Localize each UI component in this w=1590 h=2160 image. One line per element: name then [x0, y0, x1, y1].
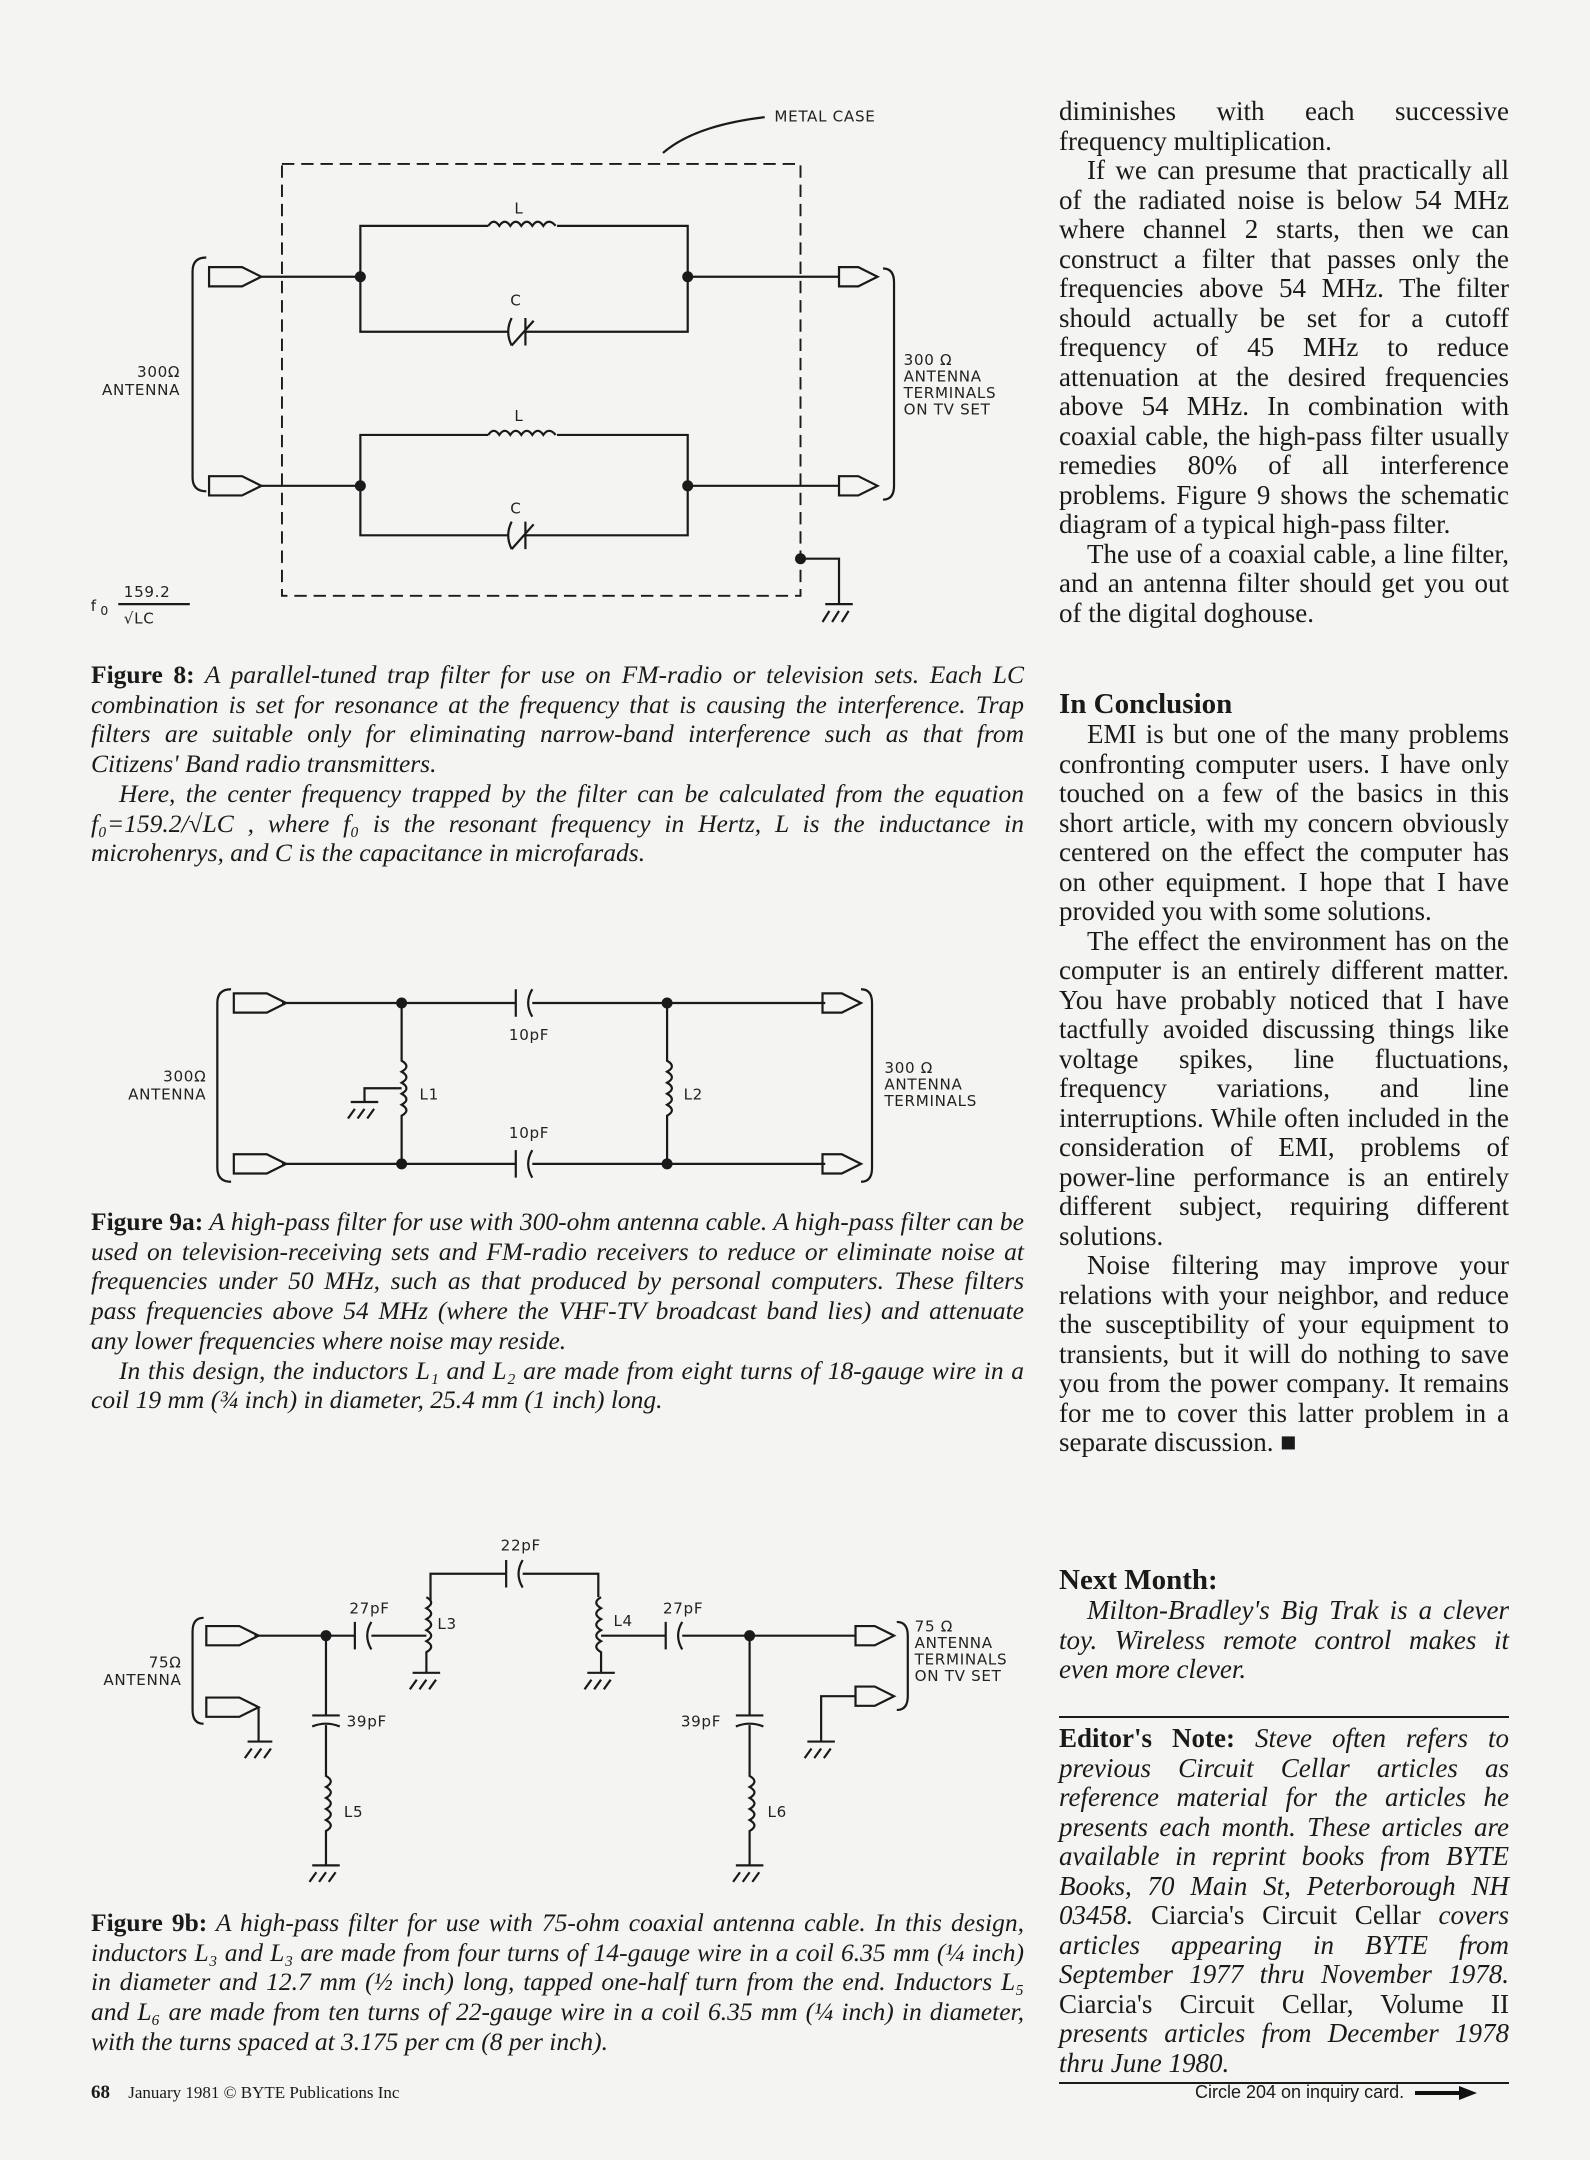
connector-icon [209, 267, 261, 495]
article-paragraph: Noise filtering may improve your relations with your neighbor, and reduce the susceptibility of your equipment to transients, but it will do nothing to save you from the power company. It remains for me to cover this latter problem in a separate discussion. ■ [1059, 1250, 1509, 1457]
inductor-label: L3 [437, 1614, 457, 1633]
figure-9a-caption [91, 1207, 1024, 1415]
connector-icon [856, 1626, 895, 1706]
section-heading: In Conclusion [1059, 688, 1233, 720]
caption-text: In this design, the inductors L₁ and L₂ are made from eight turns of 18-gauge wire in a coil 19 mm (¾ inch) in diameter, 25.4 mm (1 inch) long. [91, 1355, 1024, 1415]
page-footer [91, 2082, 399, 2104]
bracket [193, 257, 207, 491]
inductor-label: L5 [343, 1803, 364, 1822]
inductor-L2-icon [667, 1003, 672, 1164]
note-text: Ciarcia's Circuit Cellar [1151, 1900, 1421, 1930]
terminal-label: ANTENNA [914, 1634, 993, 1653]
caption-text: Here, the center frequency trapped by the filter can be calculated from the equation f₀=159.2/√LC , where f₀ is the resonant frequency in Hertz, L is the inductance in microhenrys, and C is the capacitance in microfarads. [91, 778, 1024, 868]
editors-note [1059, 1716, 1509, 2084]
capacitor-label: C [510, 291, 522, 310]
inductor-L4-icon [585, 1597, 615, 1689]
next-month-text: Milton-Bradley's Big Trak is a clever toy. Wireless remote control makes it even more clever. [1059, 1595, 1509, 1684]
terminal-label: TERMINALS [903, 383, 997, 402]
terminal-label: 300 Ω [903, 350, 953, 369]
bracket [217, 989, 231, 1182]
terminal-label: 75 Ω [914, 1617, 953, 1636]
capacitor-icon [516, 989, 533, 1177]
connector-icon [206, 1626, 258, 1717]
ground-icon [801, 559, 853, 622]
resonance-formula [91, 583, 190, 627]
article-paragraph: If we can presume that practically all of the radiated noise is below 54 MHz where channel 2 starts, then we can construct a filter that passes only the frequencies above 54 MHz. The filter should actually be set for a cutoff frequency of 45 MHz to reduce attenuation at the desired frequencies above 54 MHz. In combination with coaxial cable, the high-pass filter usually remedies 80% of all interference problems. Figure 9 shows the schematic diagram of a typical high-pass filter. [1059, 155, 1509, 539]
terminal-label: TERMINALS [884, 1092, 978, 1111]
antenna-label: 300Ω [163, 1067, 207, 1086]
connector-icon [823, 993, 862, 1173]
article-paragraph: The effect the environment has on the computer is an entirely different matter. You have probably noticed that I have tactfully avoided discussing things like voltage spikes, line fluctuations, frequency variations, and line interruptions. While often included in the consideration of EMI, problems of power-line performance is an entirely different subject, requiring different solutions. [1059, 925, 1509, 1251]
svg-text:√LC: √LC [123, 609, 155, 628]
figure-8-schematic [91, 107, 996, 627]
svg-text:0: 0 [100, 604, 109, 619]
arrow-right-icon [1415, 2085, 1477, 2101]
inquiry-note [1195, 2082, 1477, 2103]
ground-icon [348, 1088, 402, 1118]
antenna-label: 75Ω [148, 1653, 182, 1672]
svg-text:159.2: 159.2 [123, 583, 171, 602]
ground-icon [805, 1696, 856, 1758]
inductor-label: L [514, 407, 524, 426]
antenna-label: ANTENNA [103, 1671, 182, 1690]
inductor-L3-icon [410, 1597, 440, 1689]
capacitor-label: 39pF [680, 1712, 722, 1731]
editors-note-label: Editor's Note: [1059, 1723, 1235, 1753]
figure-9a-schematic [128, 989, 977, 1182]
metal-case-label: METAL CASE [774, 107, 876, 126]
note-text: Ciarcia's Circuit Cellar, Volume II [1059, 1988, 1509, 2019]
figure-label: Figure 9b: [91, 1908, 208, 1937]
figure-8-caption [91, 660, 1024, 868]
inductor-label: L [514, 199, 524, 218]
article-column [1059, 97, 1509, 628]
caption-text: A high-pass filter for use with 75-ohm coaxial antenna cable. In this design, inductors L₃ and L₃ are made from four turns of 14-gauge wire in a coil 6.35 mm (¼ inch) in diameter and 12.7 mm (½ inch) long, tapped one-half turn from the end. Inductors L₅ and L₆ are made from ten turns of 22-gauge wire in a coil 6.35 mm (¼ inch) in diameter, with the turns spaced at 3.175 per cm (8 per inch). [91, 1908, 1024, 2056]
inductor-label: L4 [613, 1612, 633, 1631]
terminal-label: ANTENNA [884, 1075, 963, 1094]
note-text: covers articles appearing in BYTE from September 1977 thru November 1978. [1059, 1900, 1509, 1989]
note-text: Steve often refers to previous Circuit Cellar articles as reference material for the articles he presents each month. These articles are available in reprint books from BYTE Books, 70 Main St, Peterborough NH 03458. [1059, 1723, 1509, 1930]
article-paragraph: EMI is but one of the many problems confronting computer users. I have only touched on a few of the basics in this short article, with my concern obviously centered on the effect the computer has on other equipment. I hope that I have provided you with some solutions. [1059, 719, 1509, 926]
bracket [897, 1622, 908, 1710]
capacitor-label: 10pF [508, 1123, 550, 1142]
article-paragraph: The use of a coaxial cable, a line filter, and an antenna filter should get you out of the digital doghouse. [1059, 538, 1509, 628]
conclusion-section [1059, 688, 1509, 1458]
figure-label: Figure 9a: [91, 1207, 204, 1236]
terminal-label: TERMINALS [914, 1650, 1008, 1669]
shunt-L5-branch [309, 1636, 339, 1882]
connector-icon [839, 267, 878, 495]
connector-icon [234, 993, 286, 1173]
terminal-label: ON TV SET [914, 1667, 1002, 1686]
capacitor-label: 39pF [346, 1712, 387, 1731]
caption-text: A high-pass filter for use with 300-ohm antenna cable. A high-pass filter can be used on television-receiving sets and FM-radio receivers to reduce or eliminate noise at frequencies under 50 MHz, such as that produced by personal computers. These filters pass frequencies above 54 MHz (where the VHF-TV broadcast band lies) and attenuate any lower frequencies where noise may reside. [91, 1207, 1024, 1355]
terminal-label: ON TV SET [903, 400, 991, 419]
note-text: presents articles from December 1978 thru June 1980. [1059, 2018, 1509, 2078]
ground-icon [245, 1707, 273, 1758]
figure-label: Figure 8: [91, 660, 195, 689]
article-paragraph: diminishes with each successive frequency multiplication. [1059, 96, 1509, 156]
terminal-label: 300 Ω [884, 1059, 934, 1078]
inductor-icon [488, 431, 555, 435]
capacitor-label: 10pF [508, 1026, 550, 1045]
metal-case-arrow [663, 117, 765, 153]
capacitor-label: 27pF [662, 1599, 704, 1618]
terminal-label: ANTENNA [903, 367, 982, 386]
inductor-label: L1 [419, 1085, 439, 1104]
shunt-L6-branch [733, 1636, 763, 1882]
page-number: 68 [91, 2082, 110, 2103]
svg-text:f: f [90, 596, 97, 615]
bracket [193, 1618, 204, 1724]
inductor-label: L6 [767, 1803, 787, 1822]
issue-info: January 1981 © BYTE Publications Inc [128, 2083, 400, 2102]
antenna-label: ANTENNA [102, 381, 181, 400]
inductor-icon [488, 222, 555, 226]
bracket [861, 989, 872, 1182]
figure-9b-schematic [103, 1536, 1007, 1881]
antenna-label: ANTENNA [128, 1085, 207, 1104]
capacitor-22pF-icon [431, 1560, 599, 1601]
capacitor-label: C [510, 499, 522, 518]
caption-text: A parallel-tuned trap filter for use on FM-radio or television sets. Each LC combination is set for resonance at the frequency that is causing the interference. Trap filters are suitable only for eliminating narrow-band interference such as that from Citizens' Band radio transmitters. [91, 660, 1024, 779]
capacitor-label: 22pF [500, 1536, 541, 1555]
inductor-L1-icon [402, 1003, 407, 1164]
bracket [883, 268, 894, 499]
next-month-heading: Next Month: [1059, 1564, 1218, 1596]
inquiry-text: Circle 204 on inquiry card. [1195, 2082, 1405, 2102]
antenna-label: 300Ω [137, 363, 181, 382]
figure-9b-caption [91, 1908, 1024, 2057]
capacitor-label: 27pF [349, 1599, 390, 1618]
inductor-label: L2 [683, 1085, 704, 1104]
next-month-box [1059, 1564, 1509, 1685]
